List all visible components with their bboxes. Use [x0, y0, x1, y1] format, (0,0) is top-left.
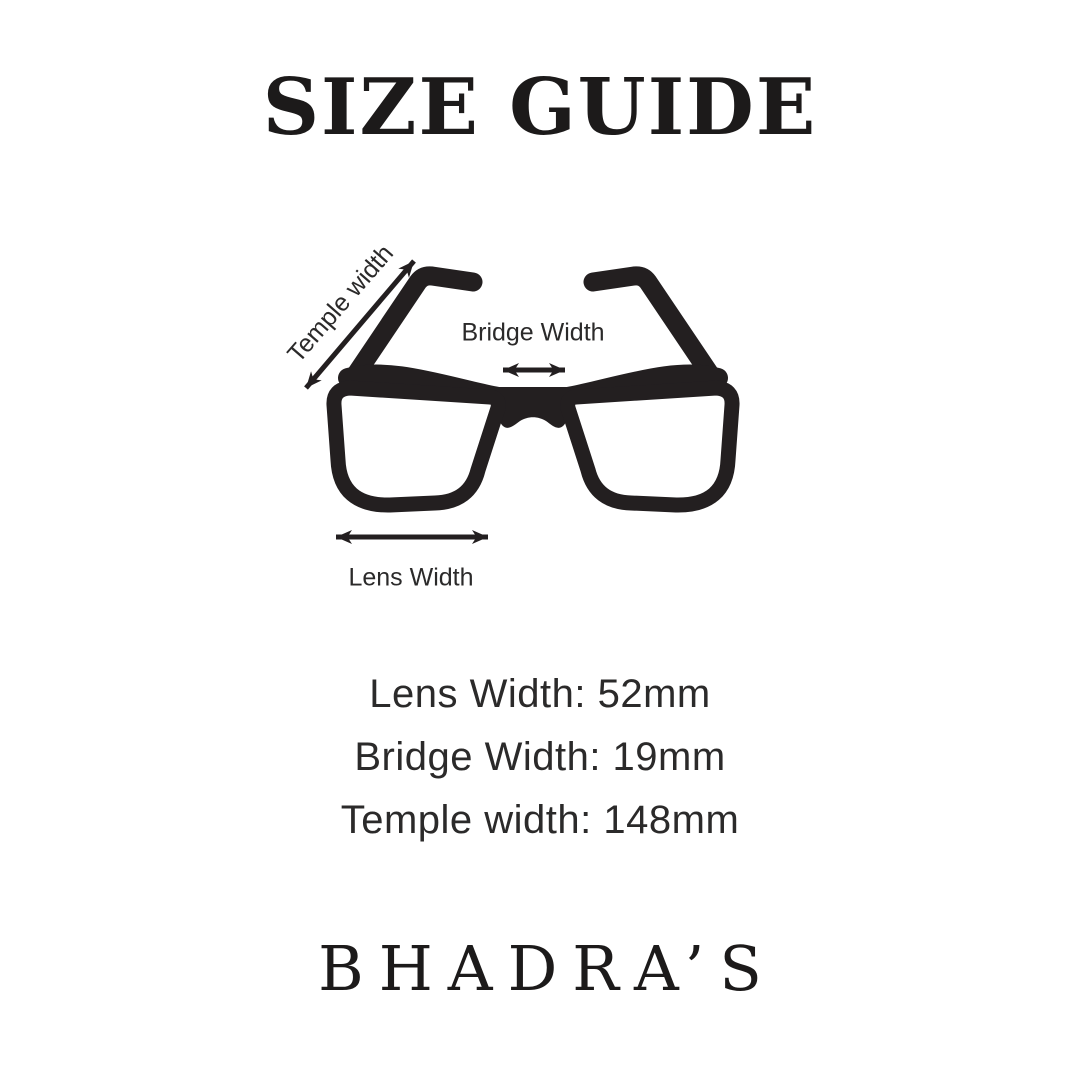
temple-width-label: Temple width: [282, 239, 400, 368]
lens-width-value: Lens Width: 52mm: [369, 672, 711, 716]
glasses-frame: [334, 276, 732, 505]
right-lens: [568, 388, 732, 505]
temple-width-value: Temple width: 148mm: [340, 798, 740, 842]
bridge-width-label: Bridge Width: [461, 318, 605, 347]
measurements-list: [0, 663, 1080, 852]
bridge-width-value: Bridge Width: 19mm: [354, 735, 726, 779]
brand-logo-text: BHADRA’S: [318, 932, 777, 1005]
left-lens: [334, 388, 498, 505]
right-temple: [593, 276, 714, 380]
lens-width-label: Lens Width: [348, 563, 474, 592]
page-title: SIZE GUIDE: [262, 62, 818, 153]
